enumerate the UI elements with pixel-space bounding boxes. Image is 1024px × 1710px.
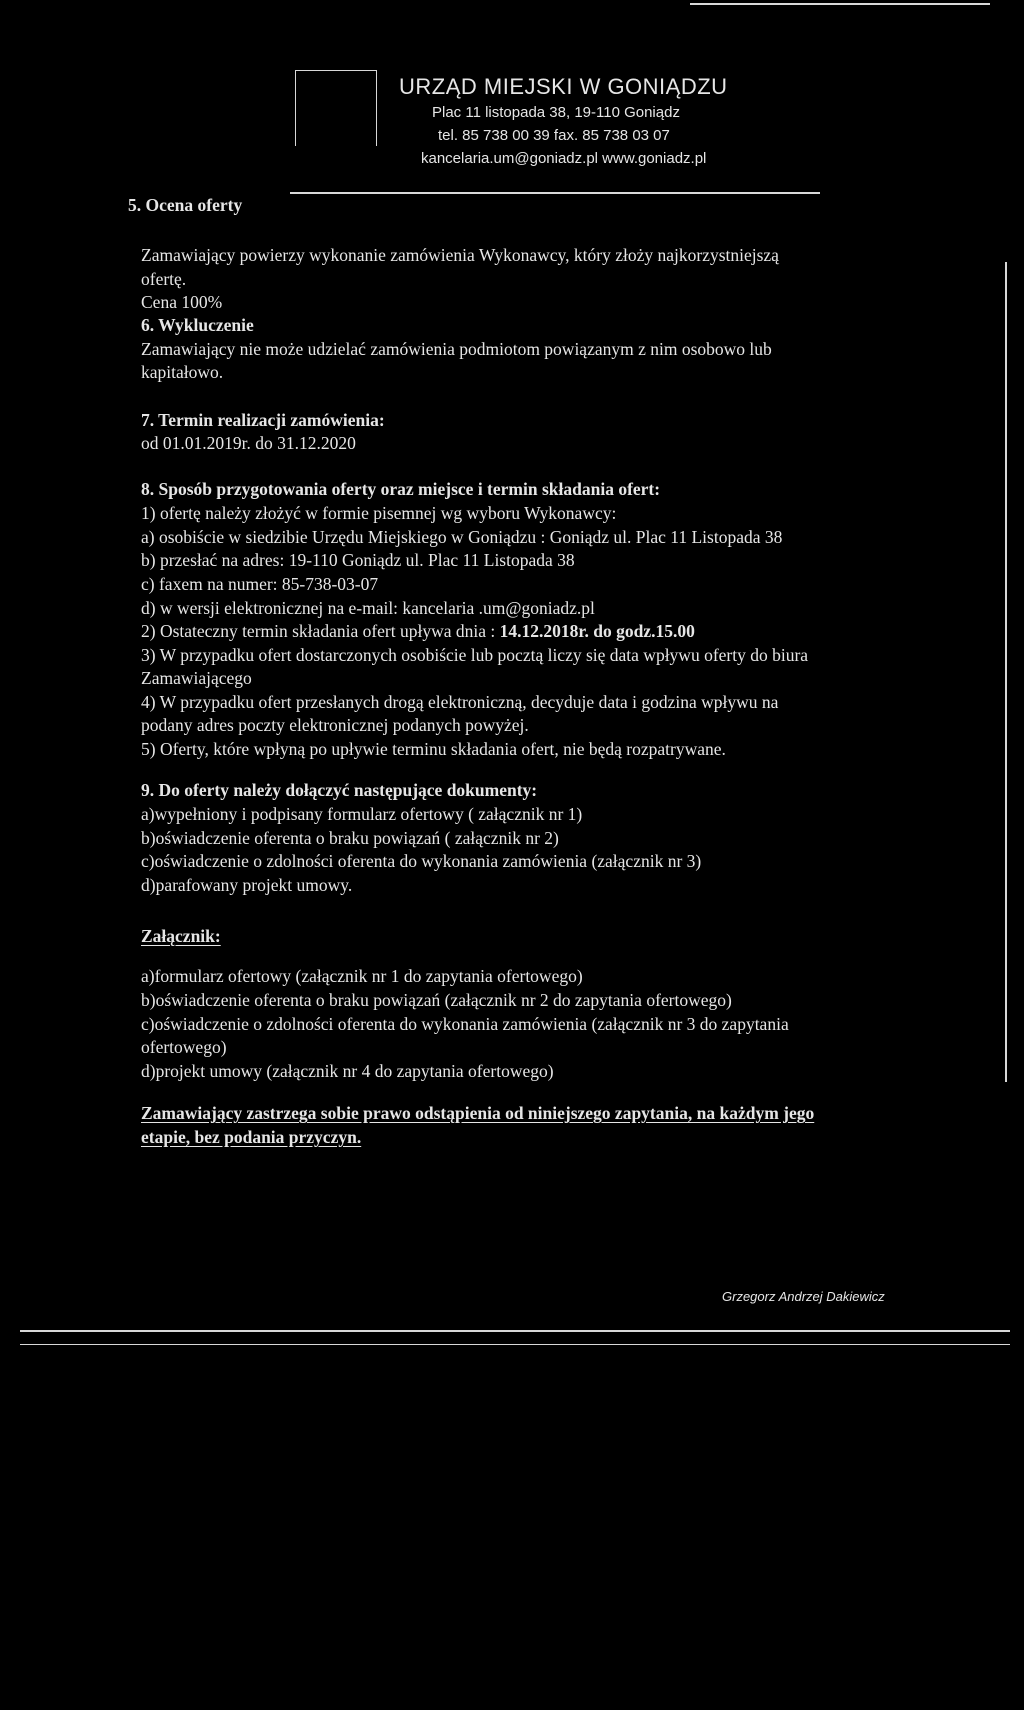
deadline-label: 2) Ostateczny termin składania ofert upływa dnia : xyxy=(141,621,500,641)
coat-of-arms-logo xyxy=(295,70,377,146)
section-5-text-3: Cena 100% xyxy=(141,292,223,312)
section-8-heading: 8. Sposób przygotowania oferty oraz miejsce i termin składania ofert: xyxy=(141,479,661,499)
section-8-line-11: 5) Oferty, które wpłyną po upływie terminu składania ofert, nie będą rozpatrywane. xyxy=(141,739,726,759)
section-6-text-1: Zamawiający nie może udzielać zamówienia podmiotom powiązanym z nim osobowo lub xyxy=(141,339,772,359)
section-7-text: od 01.01.2019r. do 31.12.2020 xyxy=(141,433,356,453)
section-8-line-3: b) przesłać na adres: 19-110 Goniądz ul. Plac 11 Listopada 38 xyxy=(141,550,575,570)
section-5-heading: 5. Ocena oferty xyxy=(128,195,243,215)
section-5-text-2: ofertę. xyxy=(141,269,187,289)
attachments-heading: Załącznik: xyxy=(141,926,221,946)
header-divider xyxy=(290,192,820,194)
reservation-line-2: etapie, bez podania przyczyn. xyxy=(141,1127,362,1147)
attachment-line-5: d)projekt umowy (załącznik nr 4 do zapytania ofertowego) xyxy=(141,1061,554,1081)
office-address: Plac 11 listopada 38, 19-110 Goniądz xyxy=(432,104,680,121)
section-9-line-1: a)wypełniony i podpisany formularz ofertowy ( załącznik nr 1) xyxy=(141,804,583,824)
section-8-line-4: c) faxem na numer: 85-738-03-07 xyxy=(141,574,379,594)
section-5-text-1: Zamawiający powierzy wykonanie zamówienia Wykonawcy, który złoży najkorzystniejszą xyxy=(141,245,779,265)
section-8-line-5: d) w wersji elektronicznej na e-mail: kancelaria .um@goniadz.pl xyxy=(141,598,595,618)
section-8-deadline xyxy=(141,620,695,642)
office-phone-fax: tel. 85 738 00 39 fax. 85 738 03 07 xyxy=(438,127,670,144)
office-title: URZĄD MIEJSKI W GONIĄDZU xyxy=(399,74,728,99)
signature: Grzegorz Andrzej Dakiewicz xyxy=(722,1289,885,1304)
top-scan-line xyxy=(690,3,990,5)
section-9-line-2: b)oświadczenie oferenta o braku powiązań ( załącznik nr 2) xyxy=(141,828,559,848)
office-contact: kancelaria.um@goniadz.pl www.goniadz.pl xyxy=(421,150,707,167)
section-8-line-10: podany adres poczty elektronicznej podanych powyżej. xyxy=(141,715,529,735)
right-scan-edge xyxy=(1005,262,1007,1082)
attachment-line-2: b)oświadczenie oferenta o braku powiązań (załącznik nr 2 do zapytania ofertowego) xyxy=(141,990,732,1010)
section-7-heading: 7. Termin realizacji zamówienia: xyxy=(141,410,385,430)
deadline-date: 14.12.2018r. do godz.15.00 xyxy=(499,621,695,641)
section-8-line-9: 4) W przypadku ofert przesłanych drogą elektroniczną, decyduje data i godzina wpływu na xyxy=(141,692,779,712)
bottom-scan-line-2 xyxy=(20,1344,1010,1345)
attachment-line-4: ofertowego) xyxy=(141,1037,227,1057)
bottom-scan-line-1 xyxy=(20,1330,1010,1332)
section-8-line-2: a) osobiście w siedzibie Urzędu Miejskiego w Goniądzu : Goniądz ul. Plac 11 Listopada 38 xyxy=(141,527,783,547)
section-8-line-1: 1) ofertę należy złożyć w formie pisemnej wg wyboru Wykonawcy: xyxy=(141,503,617,523)
section-8-line-7: 3) W przypadku ofert dostarczonych osobiście lub pocztą liczy się data wpływu oferty do biura xyxy=(141,645,809,665)
section-9-line-3: c)oświadczenie o zdolności oferenta do wykonania zamówienia (załącznik nr 3) xyxy=(141,851,702,871)
section-8-line-8: Zamawiającego xyxy=(141,668,252,688)
section-6-heading: 6. Wykluczenie xyxy=(141,315,254,335)
section-9-line-4: d)parafowany projekt umowy. xyxy=(141,875,353,895)
reservation-line-1: Zamawiający zastrzega sobie prawo odstąpienia od niniejszego zapytania, na każdym jego xyxy=(141,1103,815,1123)
attachment-line-3: c)oświadczenie o zdolności oferenta do wykonania zamówienia (załącznik nr 3 do zapytania xyxy=(141,1014,789,1034)
section-9-heading: 9. Do oferty należy dołączyć następujące dokumenty: xyxy=(141,780,538,800)
attachment-line-1: a)formularz ofertowy (załącznik nr 1 do zapytania ofertowego) xyxy=(141,966,583,986)
section-6-text-2: kapitałowo. xyxy=(141,362,224,382)
